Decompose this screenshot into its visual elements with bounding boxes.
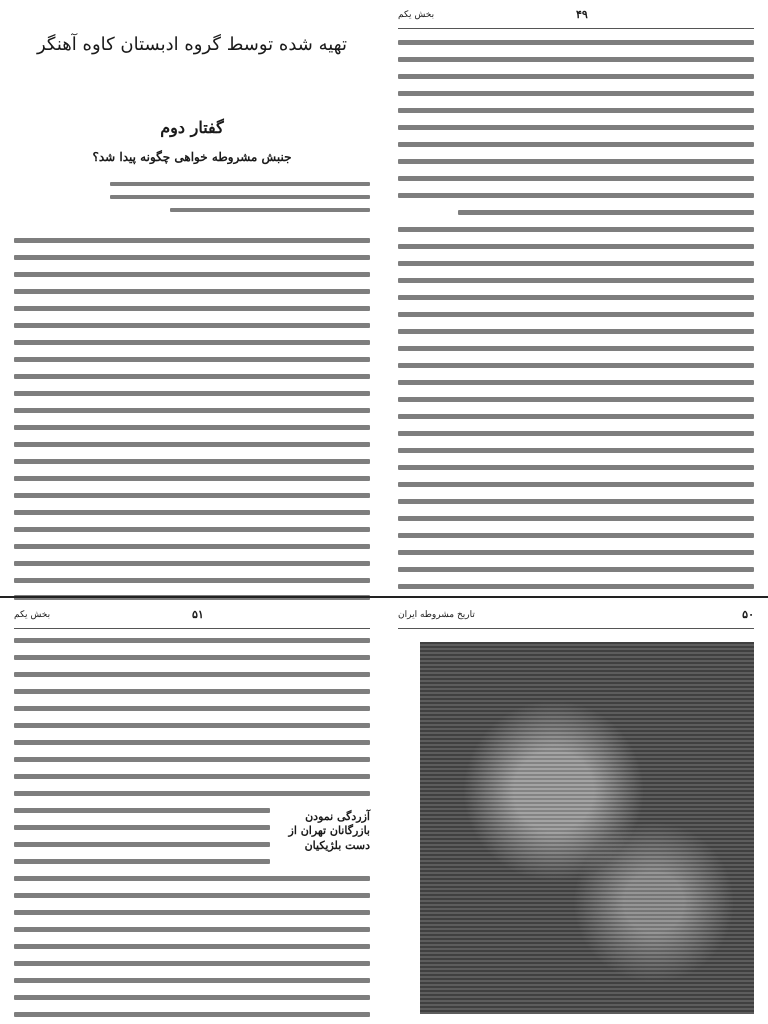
chapter-title: گفتار دوم	[160, 118, 224, 137]
margin-note: آزردگی نمودن بازرگانان تهران از دست بلژیکیان	[288, 810, 370, 852]
chapter-subtitle: جنبش مشروطه خواهی چگونه پیدا شد؟	[92, 150, 292, 164]
page-51	[0, 600, 384, 1024]
running-head-page-50	[398, 606, 754, 629]
running-title: تاریخ مشروطه ایران	[398, 610, 475, 620]
running-title: بخش یکم	[398, 10, 435, 20]
page-number: ۴۹	[576, 8, 588, 21]
body-text-page-49	[398, 40, 754, 600]
photo-caption	[668, 702, 730, 1022]
running-title: بخش یکم	[14, 610, 51, 620]
running-head-page-51	[14, 606, 370, 629]
group-title: تهیه شده توسط گروه ادبستان کاوه آهنگر	[37, 34, 347, 55]
page-number: ۵۰	[742, 608, 754, 621]
chapter-opening-page	[0, 0, 384, 600]
body-text-chapter	[14, 238, 370, 600]
page-50	[384, 600, 768, 1024]
running-head-page-49	[398, 6, 754, 29]
chapter-summary	[110, 182, 370, 221]
page-49	[384, 0, 768, 600]
page-number: ۵۱	[192, 608, 204, 621]
historical-photo	[420, 642, 754, 1014]
page-divider	[0, 596, 768, 598]
